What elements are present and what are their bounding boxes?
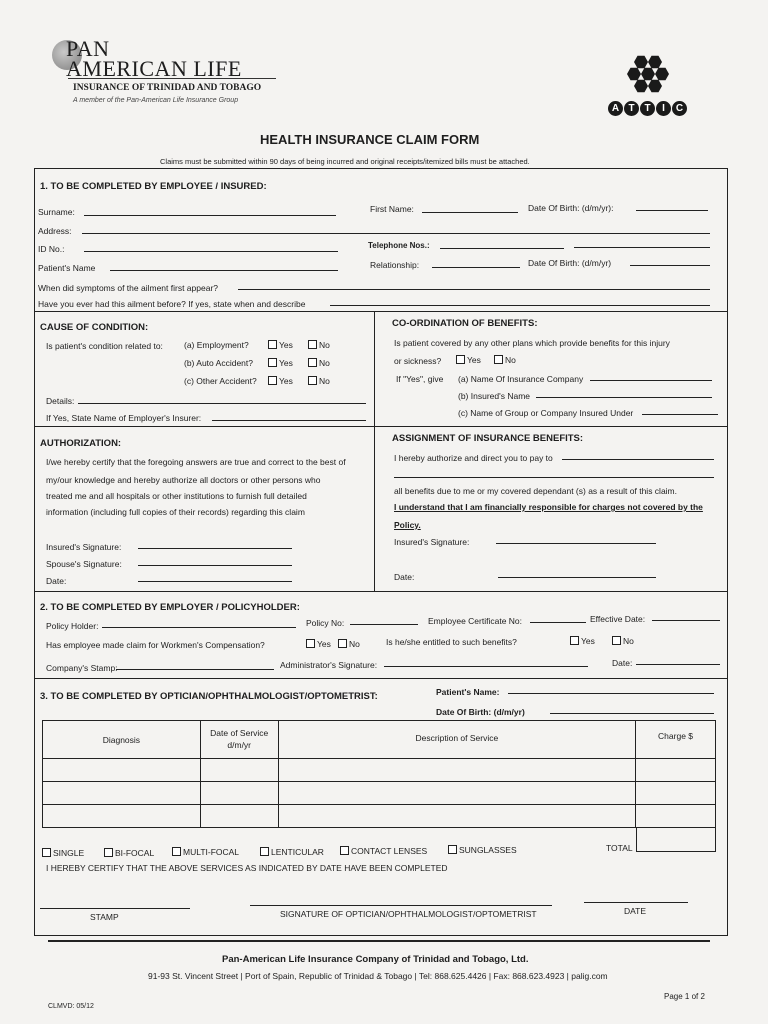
dob2-field[interactable] bbox=[630, 265, 710, 266]
dob2-label: Date Of Birth: (d/m/yr) bbox=[528, 258, 612, 268]
policy-holder-label: Policy Holder: bbox=[46, 621, 99, 631]
auth-date-field[interactable] bbox=[138, 581, 292, 582]
assignment-line2: all benefits due to me or my covered dependant (s) as a result of this claim. bbox=[394, 486, 677, 496]
dob-field[interactable] bbox=[636, 210, 708, 211]
policy-no-field[interactable] bbox=[350, 624, 418, 625]
checkbox[interactable] bbox=[448, 845, 457, 854]
checkbox[interactable] bbox=[306, 639, 315, 648]
s3-date-label: DATE bbox=[624, 906, 647, 916]
first-name-field[interactable] bbox=[422, 212, 518, 213]
emp-cert-label: Employee Certificate No: bbox=[428, 616, 523, 626]
assignment-bold-line2: Policy. bbox=[394, 520, 421, 530]
assign-date-field[interactable] bbox=[498, 577, 656, 578]
workmens-no[interactable]: No bbox=[338, 639, 360, 649]
address-label: Address: bbox=[38, 226, 72, 236]
attic-letter: C bbox=[672, 101, 687, 116]
table-row[interactable] bbox=[43, 759, 716, 782]
first-name-label: First Name: bbox=[370, 204, 414, 214]
auth-insured-sig-label: Insured's Signature: bbox=[46, 542, 122, 552]
policy-holder-field[interactable] bbox=[102, 627, 296, 628]
checkbox[interactable] bbox=[104, 848, 113, 857]
total-box[interactable] bbox=[636, 828, 716, 852]
checkbox[interactable] bbox=[268, 376, 277, 385]
coordination-if-yes: If "Yes", give bbox=[396, 374, 444, 384]
auth-spouse-sig-field[interactable] bbox=[138, 565, 292, 566]
cause-employment-label: (a) Employment? bbox=[184, 340, 249, 350]
member-text: A member of the Pan-American Life Insurance Group bbox=[73, 97, 239, 104]
attic-letter: T bbox=[640, 101, 655, 116]
cause-other-yes[interactable]: Yes bbox=[268, 376, 293, 386]
admin-sig-field[interactable] bbox=[384, 666, 588, 667]
auth-insured-sig-field[interactable] bbox=[138, 548, 292, 549]
entitled-yes[interactable]: Yes bbox=[570, 636, 595, 646]
checkbox[interactable] bbox=[308, 376, 317, 385]
lens-sunglasses[interactable]: SUNGLASSES bbox=[448, 845, 517, 855]
assign-insured-sig-field[interactable] bbox=[496, 543, 656, 544]
pay-to-field[interactable] bbox=[562, 459, 714, 460]
details-label: Details: bbox=[46, 396, 75, 406]
section2-date-label: Date: bbox=[612, 658, 633, 668]
id-no-label: ID No.: bbox=[38, 244, 65, 254]
cause-employment-no[interactable]: No bbox=[308, 340, 330, 350]
emp-cert-field[interactable] bbox=[530, 622, 586, 623]
telephone-field-1[interactable] bbox=[440, 248, 564, 249]
pay-to-field-2[interactable] bbox=[394, 477, 714, 478]
checkbox[interactable] bbox=[268, 358, 277, 367]
coordination-opt-a: (a) Name Of Insurance Company bbox=[458, 374, 584, 384]
checkbox[interactable] bbox=[42, 848, 51, 857]
services-table bbox=[42, 720, 716, 828]
workmens-label: Has employee made claim for Workmen's Compensation? bbox=[46, 640, 265, 650]
s3-patient-name-field[interactable] bbox=[508, 693, 714, 694]
stamp-field[interactable] bbox=[40, 908, 190, 909]
patient-name-label: Patient's Name bbox=[38, 263, 96, 273]
cause-question: Is patient's condition related to: bbox=[46, 341, 163, 351]
logo-american-life: AMERICAN LIFE bbox=[66, 56, 242, 81]
coordination-opt-b: (b) Insured's Name bbox=[458, 391, 531, 401]
col-diagnosis: Diagnosis bbox=[43, 721, 201, 759]
checkbox[interactable] bbox=[612, 636, 621, 645]
logo-divider bbox=[68, 78, 276, 79]
section1-heading: 1. TO BE COMPLETED BY EMPLOYEE / INSURED: bbox=[40, 181, 267, 192]
submission-notice: Claims must be submitted within 90 days of being incurred and original receipts/itemized bills must be attached. bbox=[160, 157, 530, 166]
surname-field[interactable] bbox=[84, 215, 336, 216]
checkbox[interactable] bbox=[260, 847, 269, 856]
lens-lenticular[interactable]: LENTICULAR bbox=[260, 847, 324, 857]
checkbox[interactable] bbox=[308, 358, 317, 367]
stamp-label: STAMP bbox=[90, 912, 119, 922]
certify-text: I HEREBY CERTIFY THAT THE ABOVE SERVICES AS INDICATED BY DATE HAVE BEEN COMPLETED bbox=[46, 863, 448, 873]
entitled-no[interactable]: No bbox=[612, 636, 634, 646]
id-no-field[interactable] bbox=[84, 251, 338, 252]
auth-date-label: Date: bbox=[46, 576, 67, 586]
lens-bifocal[interactable]: BI-FOCAL bbox=[104, 848, 154, 858]
assign-insured-sig-label: Insured's Signature: bbox=[394, 537, 470, 547]
cause-other-no[interactable]: No bbox=[308, 376, 330, 386]
effective-date-field[interactable] bbox=[652, 620, 720, 621]
assignment-bold-line1: I understand that I am financially responsible for charges not covered by the bbox=[394, 502, 703, 512]
assignment-heading: ASSIGNMENT OF INSURANCE BENEFITS: bbox=[392, 433, 584, 444]
divider bbox=[34, 591, 728, 592]
workmens-yes[interactable]: Yes bbox=[306, 639, 331, 649]
coordination-opt-c: (c) Name of Group or Company Insured Under bbox=[458, 408, 634, 418]
total-label: TOTAL bbox=[606, 843, 633, 853]
cause-auto-yes[interactable]: Yes bbox=[268, 358, 293, 368]
checkbox[interactable] bbox=[338, 639, 347, 648]
coordination-no[interactable]: No bbox=[494, 355, 516, 365]
telephone-field-2[interactable] bbox=[574, 247, 710, 248]
dob-label: Date Of Birth: (d/m/yr): bbox=[528, 203, 614, 213]
lens-multifocal[interactable]: MULTI-FOCAL bbox=[172, 847, 239, 857]
cause-other-label: (c) Other Accident? bbox=[184, 376, 257, 386]
hex-shape bbox=[655, 67, 669, 81]
effective-date-label: Effective Date: bbox=[590, 614, 646, 624]
patient-name-field[interactable] bbox=[110, 270, 338, 271]
col-charge: Charge $ bbox=[636, 721, 716, 759]
cause-auto-label: (b) Auto Accident? bbox=[184, 358, 253, 368]
company-stamp-label: Company's Stamp: bbox=[46, 663, 118, 673]
telephone-label: Telephone Nos.: bbox=[368, 241, 430, 250]
hex-shape bbox=[634, 79, 648, 93]
divider bbox=[34, 426, 728, 427]
assign-date-label: Date: bbox=[394, 572, 415, 582]
attic-wordmark bbox=[608, 98, 688, 116]
table-row[interactable] bbox=[43, 805, 716, 828]
hex-shape bbox=[627, 67, 641, 81]
employer-insurer-label: If Yes, State Name of Employer's Insurer: bbox=[46, 413, 202, 423]
coordination-line2: or sickness? bbox=[394, 356, 442, 366]
page-number: Page 1 of 2 bbox=[664, 992, 705, 1001]
checkbox[interactable] bbox=[172, 847, 181, 856]
section2-date-field[interactable] bbox=[636, 664, 720, 665]
auth-spouse-sig-label: Spouse's Signature: bbox=[46, 559, 122, 569]
column-divider bbox=[374, 311, 375, 591]
table-header-row bbox=[43, 721, 716, 759]
checkbox[interactable] bbox=[456, 355, 465, 364]
lens-single[interactable]: SINGLE bbox=[42, 848, 84, 858]
insurance-company-field[interactable] bbox=[590, 380, 712, 381]
signature-label: SIGNATURE OF OPTICIAN/OPHTHALMOLOGIST/OPTOMETRIST bbox=[280, 909, 537, 919]
symptoms-field[interactable] bbox=[238, 289, 710, 290]
relationship-field[interactable] bbox=[432, 267, 520, 268]
details-field[interactable] bbox=[78, 403, 366, 404]
cause-employment-yes[interactable]: Yes bbox=[268, 340, 293, 350]
divider bbox=[34, 678, 728, 679]
company-subtitle: INSURANCE OF TRINIDAD AND TOBAGO bbox=[73, 83, 262, 93]
assignment-line1: I hereby authorize and direct you to pay to bbox=[394, 453, 553, 463]
attic-letter: T bbox=[624, 101, 639, 116]
form-title: HEALTH INSURANCE CLAIM FORM bbox=[260, 132, 480, 147]
hex-shape bbox=[648, 79, 662, 93]
s3-date-field[interactable] bbox=[584, 902, 688, 903]
address-field[interactable] bbox=[82, 233, 710, 234]
relationship-label: Relationship: bbox=[370, 260, 420, 270]
attic-letter: A bbox=[608, 101, 623, 116]
cause-heading: CAUSE OF CONDITION: bbox=[40, 322, 149, 333]
footer-divider bbox=[48, 940, 710, 942]
company-stamp-field[interactable] bbox=[116, 669, 274, 670]
table-row[interactable] bbox=[43, 782, 716, 805]
lens-contact[interactable]: CONTACT LENSES bbox=[340, 846, 427, 856]
checkbox[interactable] bbox=[308, 340, 317, 349]
checkbox[interactable] bbox=[340, 846, 349, 855]
divider bbox=[34, 311, 728, 312]
hex-shape bbox=[634, 55, 648, 69]
logo-pan: PAN bbox=[66, 36, 110, 61]
signature-field[interactable] bbox=[250, 905, 552, 906]
symptoms-label: When did symptoms of the ailment first appear? bbox=[38, 283, 218, 293]
section2-heading: 2. TO BE COMPLETED BY EMPLOYER / POLICYHOLDER: bbox=[40, 602, 300, 613]
s3-patient-name-label: Patient's Name: bbox=[436, 687, 500, 697]
cause-auto-no[interactable]: No bbox=[308, 358, 330, 368]
authorization-line4: information (including full copies of their records) regarding this claim bbox=[46, 507, 305, 517]
had-before-field[interactable] bbox=[330, 305, 710, 306]
coordination-yes[interactable]: Yes bbox=[456, 355, 481, 365]
coordination-heading: CO-ORDINATION OF BENEFITS: bbox=[392, 318, 538, 329]
form-code: CLMVD: 05/12 bbox=[48, 1003, 94, 1010]
hex-shape bbox=[648, 55, 662, 69]
authorization-line3: treated me and all hospitals or other institutions to furnish full detailed bbox=[46, 491, 307, 501]
admin-sig-label: Administrator's Signature: bbox=[280, 660, 378, 670]
col-date-line2: d/m/yr bbox=[227, 739, 252, 750]
group-company-field[interactable] bbox=[642, 414, 718, 415]
surname-label: Surname: bbox=[38, 207, 75, 217]
hex-shape bbox=[641, 67, 655, 81]
s3-dob-label: Date Of Birth: (d/m/yr) bbox=[436, 707, 525, 717]
coordination-line1: Is patient covered by any other plans which provide benefits for this injury bbox=[394, 338, 670, 348]
col-date-line1: Date of Service bbox=[210, 728, 269, 739]
col-date-of-service bbox=[200, 721, 278, 759]
authorization-line2: my/our knowledge and hereby authorize all doctors or other persons who bbox=[46, 475, 321, 485]
col-description: Description of Service bbox=[278, 721, 635, 759]
policy-no-label: Policy No: bbox=[306, 618, 345, 628]
authorization-line1: I/we hereby certify that the foregoing answers are true and correct to the best of bbox=[46, 457, 346, 467]
had-before-label: Have you ever had this ailment before? If yes, state when and describe bbox=[38, 299, 306, 309]
checkbox[interactable] bbox=[268, 340, 277, 349]
checkbox[interactable] bbox=[570, 636, 579, 645]
employer-insurer-field[interactable] bbox=[212, 420, 366, 421]
authorization-heading: AUTHORIZATION: bbox=[40, 438, 122, 449]
checkbox[interactable] bbox=[494, 355, 503, 364]
section3-heading: 3. TO BE COMPLETED BY OPTICIAN/OPHTHALMOLOGIST/OPTOMETRIST: bbox=[40, 691, 378, 702]
entitled-label: Is he/she entitled to such benefits? bbox=[386, 637, 517, 647]
s3-dob-field[interactable] bbox=[550, 713, 714, 714]
insured-name-field[interactable] bbox=[536, 397, 712, 398]
footer-address: 91-93 St. Vincent Street | Port of Spain, Republic of Trinidad & Tobago | Tel: 868.625.4426 | Fax: 868.623.4923 | palig.com bbox=[148, 971, 608, 981]
attic-letter: I bbox=[656, 101, 671, 116]
footer-company: Pan-American Life Insurance Company of Trinidad and Tobago, Ltd. bbox=[222, 954, 529, 965]
